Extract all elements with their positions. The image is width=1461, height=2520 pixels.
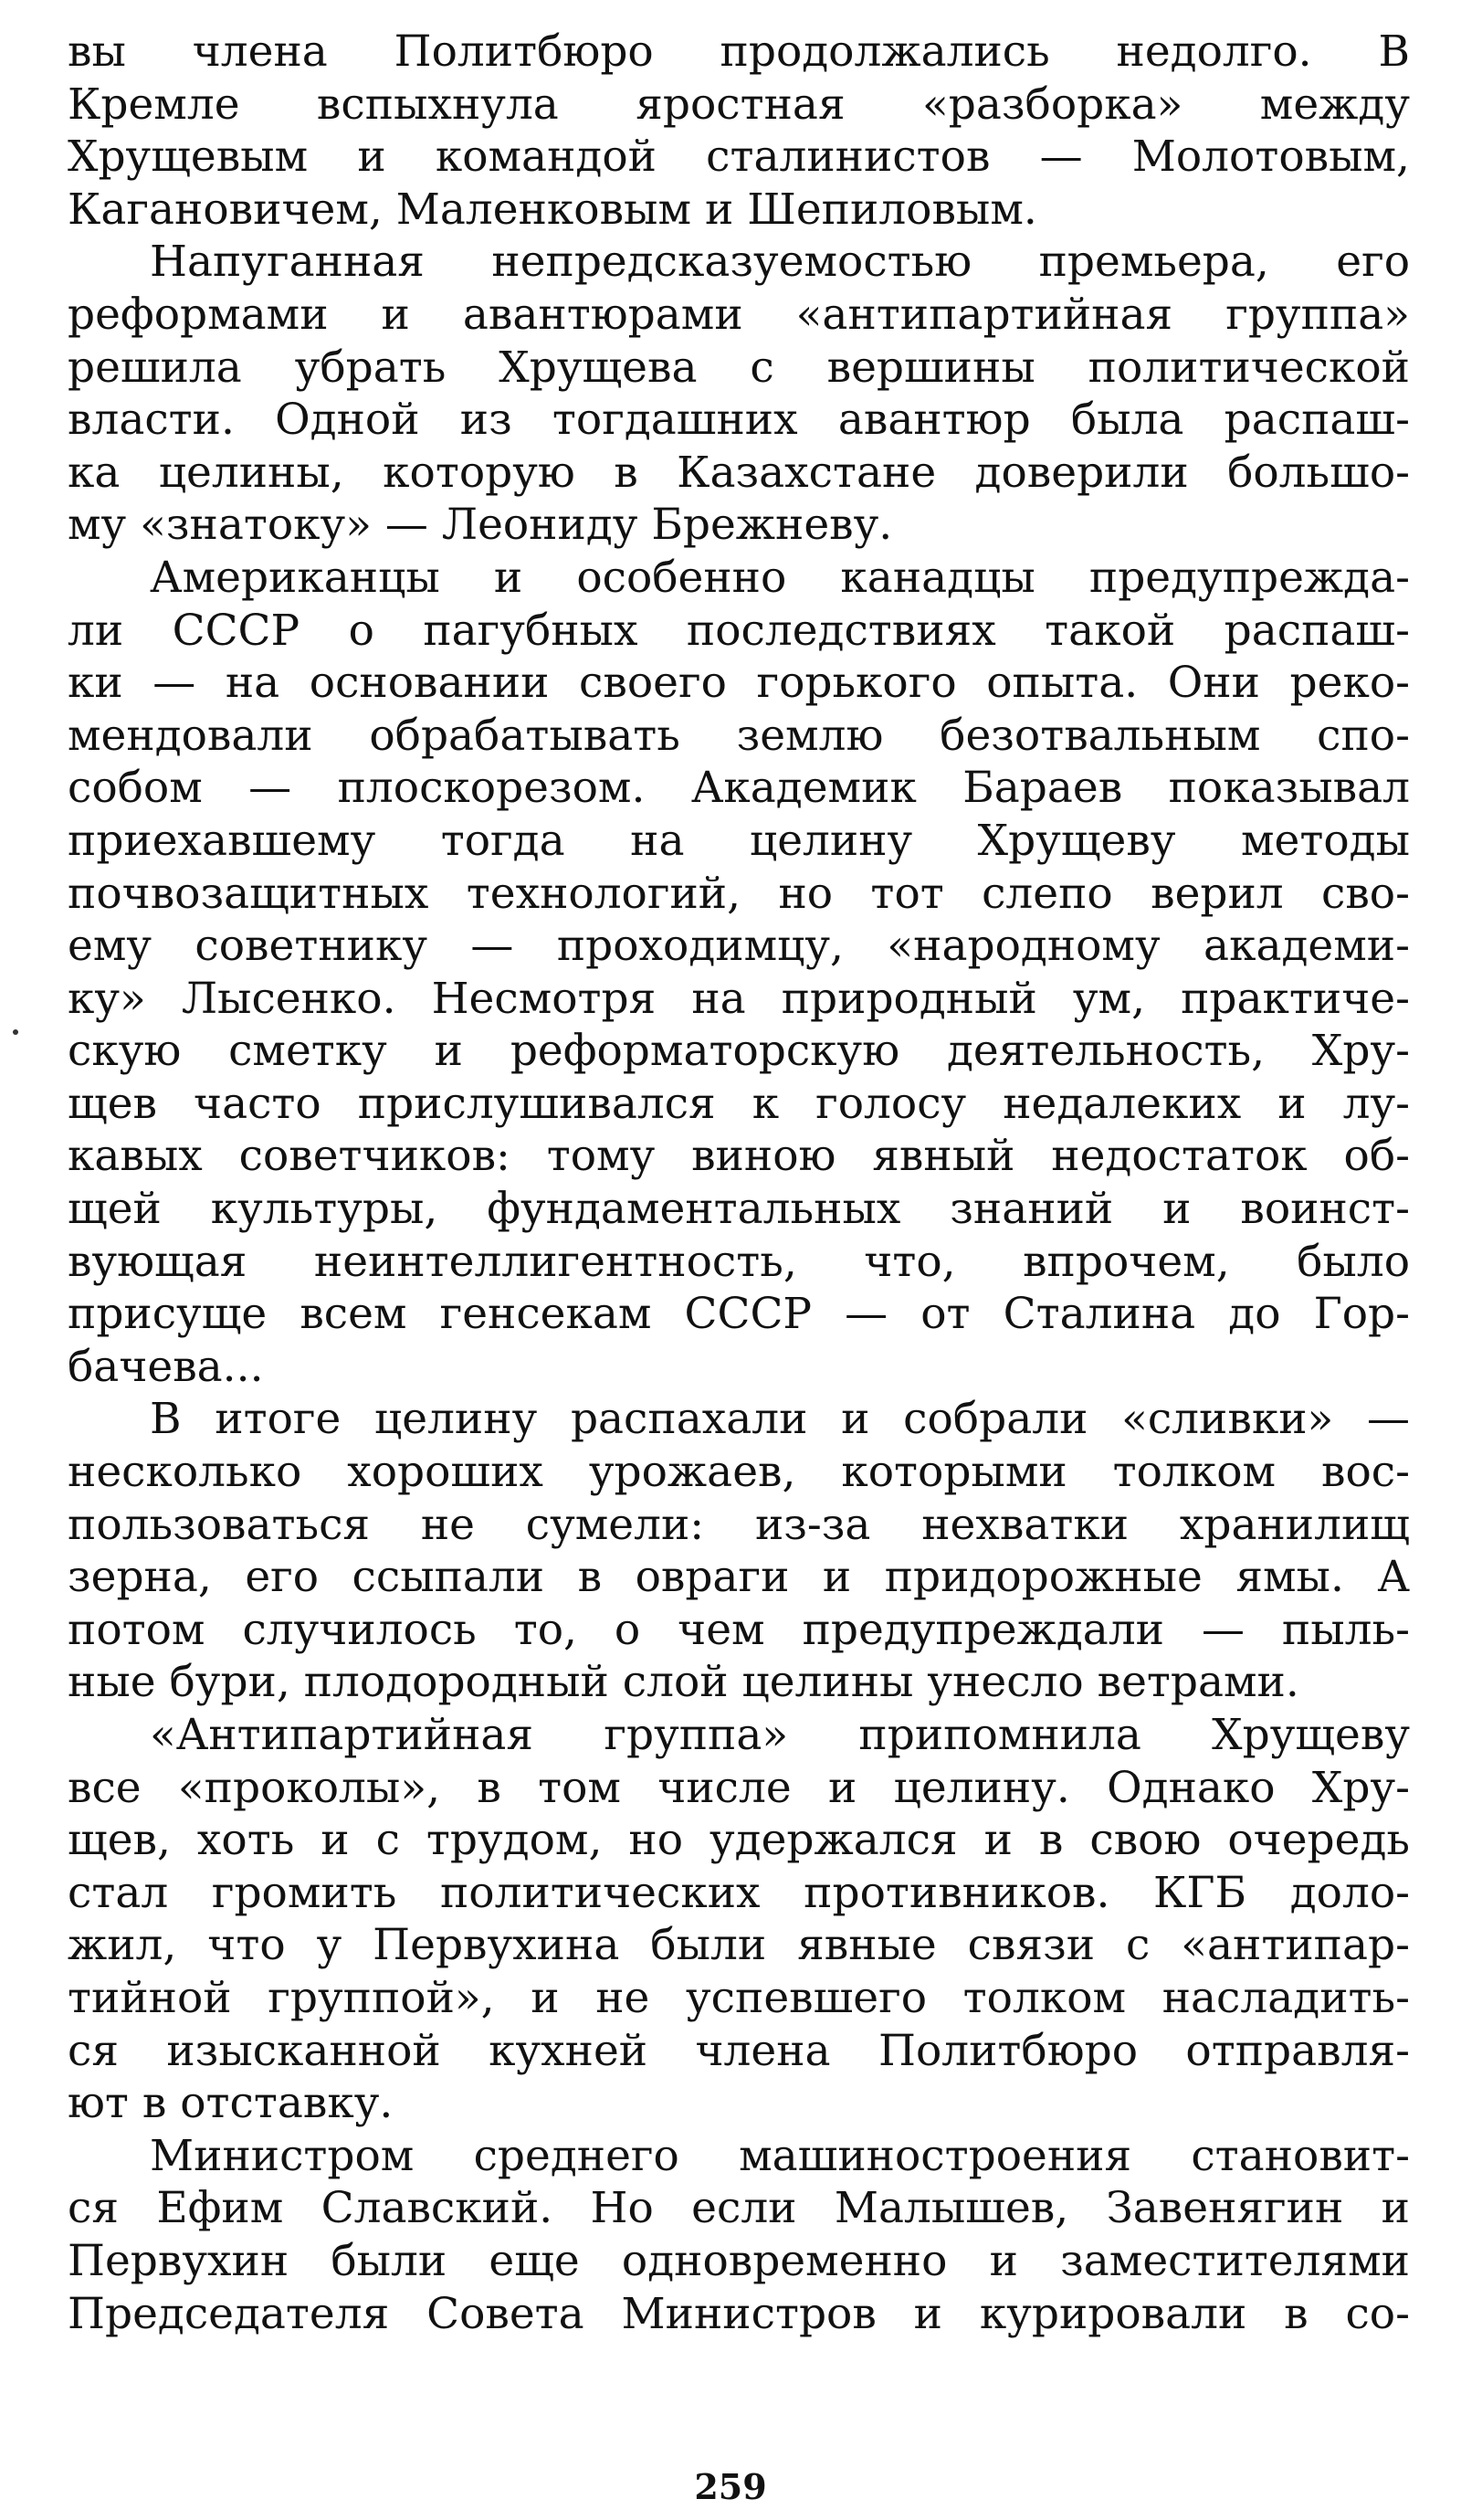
text-line: Кагановичем, Маленковым и Шепиловым. <box>68 184 1037 235</box>
text-line: присуще всем генсекам СССР — от Сталина до Гор- <box>68 1289 1410 1340</box>
text-line: потом случилось то, о чем предупреждали — пыль- <box>68 1604 1410 1655</box>
text-line: собом — плоскорезом. Академик Бараев показывал <box>68 763 1410 814</box>
text-line: ли СССР о пагубных последствиях такой распаш- <box>68 605 1410 656</box>
paragraph <box>68 26 1410 236</box>
text-line: ные бури, плодородный слой целины унесло ветрами. <box>68 1657 1299 1708</box>
text-line: Напуганная непредсказуемостью премьера, его <box>150 237 1410 288</box>
text-line: ся Ефим Славский. Но если Малышев, Завенягин и <box>68 2183 1410 2234</box>
text-line: зерна, его ссыпали в овраги и придорожные ямы. А <box>68 1552 1410 1603</box>
text-line: все «проколы», в том числе и целину. Однако Хру- <box>68 1762 1410 1813</box>
text-line: вующая неинтеллигентность, что, впрочем, было <box>68 1236 1410 1287</box>
text-line: кавых советчиков: тому виною явный недостаток об- <box>68 1131 1410 1182</box>
text-line: му «знатоку» — Леониду Брежневу. <box>68 500 893 551</box>
text-line: жил, что у Первухина были явные связи с «антипар- <box>68 1920 1410 1971</box>
text-line: скую сметку и реформаторскую деятельность, Хру- <box>68 1026 1410 1077</box>
text-line: Министром среднего машиностроения становит- <box>150 2130 1410 2181</box>
text-line: щей культуры, фундаментальных знаний и воинст- <box>68 1184 1410 1235</box>
text-line: щев часто прислушивался к голосу недалеких и лу- <box>68 1078 1410 1129</box>
text-line: бачева... <box>68 1341 264 1392</box>
text-line: В итоге целину распахали и собрали «сливки» — <box>150 1394 1410 1445</box>
paragraph <box>68 1393 1410 1709</box>
text-line: несколько хороших урожаев, которыми толком вос- <box>68 1447 1410 1498</box>
page-number: 259 <box>694 2466 767 2507</box>
paragraph <box>68 236 1410 552</box>
paragraph <box>68 2130 1410 2340</box>
scan-speck <box>13 1029 18 1035</box>
paragraph <box>68 1709 1410 2130</box>
text-line: ка целины, которую в Казахстане доверили большо- <box>68 447 1410 498</box>
text-line: приехавшему тогда на целину Хрущеву методы <box>68 815 1410 866</box>
text-line: ему советнику — проходимцу, «народному академи- <box>68 921 1410 972</box>
body-text <box>68 26 1410 2340</box>
text-line: ся изысканной кухней члена Политбюро отправля- <box>68 2025 1410 2076</box>
text-line: реформами и авантюрами «антипартийная группа» <box>68 289 1410 340</box>
text-line: Первухин были еще одновременно и заместителями <box>68 2235 1410 2286</box>
text-line: «Антипартийная группа» припомнила Хрущеву <box>150 1710 1410 1760</box>
text-line: Кремле вспыхнула яростная «разборка» между <box>68 79 1410 130</box>
text-line: мендовали обрабатывать землю безотвальным спо- <box>68 710 1410 761</box>
text-line: власти. Одной из тогдашних авантюр была распаш- <box>68 395 1410 446</box>
text-line: стал громить политических противников. КГБ доло- <box>68 1867 1410 1918</box>
text-line: тийной группой», и не успевшего толком насладить- <box>68 1972 1410 2023</box>
text-line: Хрущевым и командой сталинистов — Молотовым, <box>68 132 1410 183</box>
text-line: щев, хоть и с трудом, но удержался и в свою очередь <box>68 1815 1410 1866</box>
text-line: Американцы и особенно канадцы предупрежда- <box>150 552 1410 603</box>
text-line: ки — на основании своего горького опыта. Они реко- <box>68 658 1410 709</box>
text-line: Председателя Совета Министров и курировали в со- <box>68 2288 1410 2339</box>
text-line: ют в отставку. <box>68 2078 394 2129</box>
text-line: почвозащитных технологий, но тот слепо верил сво- <box>68 868 1410 919</box>
text-line: решила убрать Хрущева с вершины политической <box>68 342 1410 393</box>
text-line: пользоваться не сумели: из-за нехватки хранилищ <box>68 1499 1410 1550</box>
text-line: ку» Лысенко. Несмотря на природный ум, практиче- <box>68 973 1410 1024</box>
text-line: вы члена Политбюро продолжались недолго. В <box>68 26 1410 77</box>
paragraph <box>68 552 1410 1394</box>
